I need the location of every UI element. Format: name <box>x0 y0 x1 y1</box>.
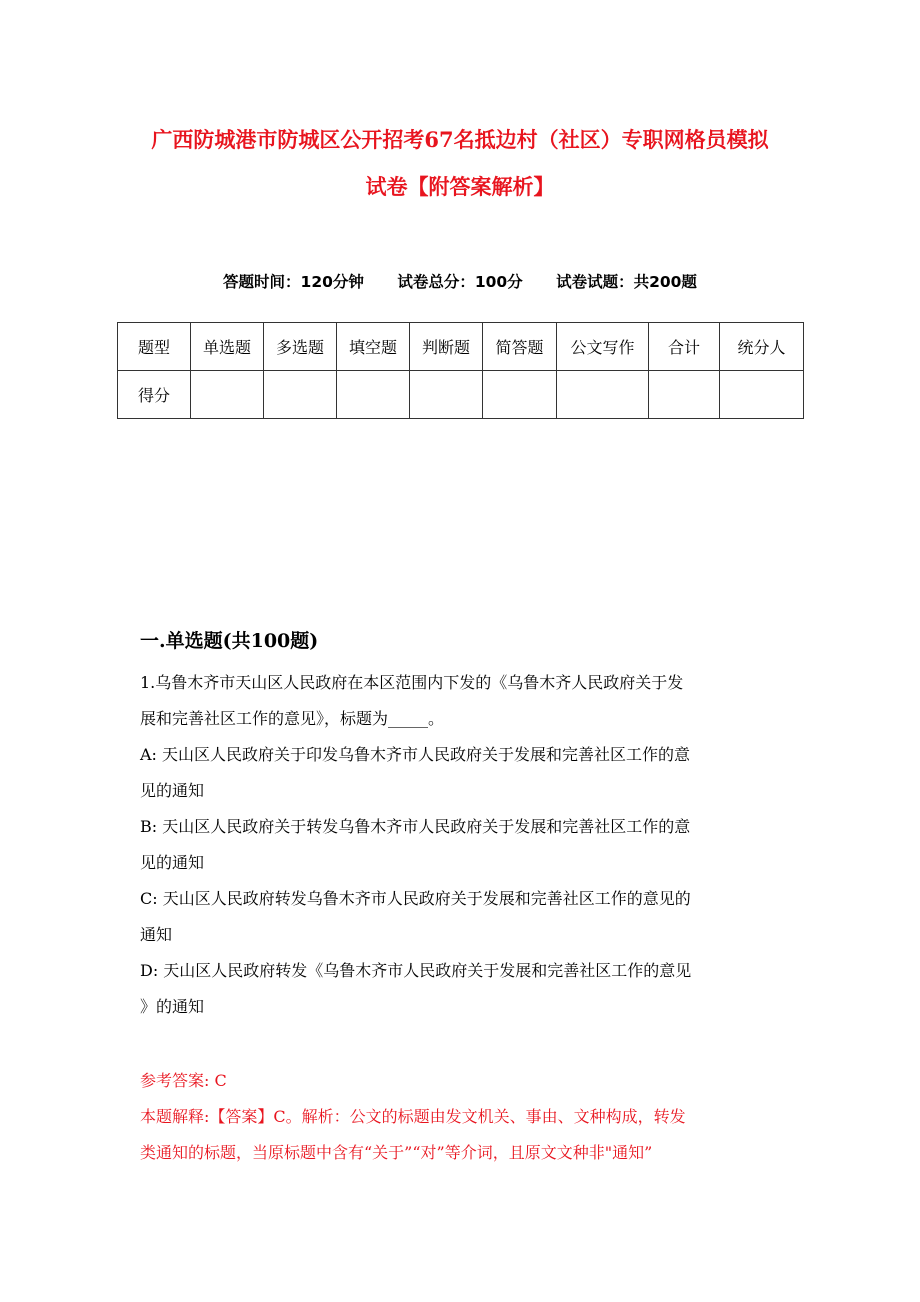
question-stem: 1.乌鲁木齐市天山区人民政府在本区范围内下发的《乌鲁木齐人民政府关于发 <box>140 673 684 692</box>
option-b: B: 天山区人民政府关于转发乌鲁木齐市人民政府关于发展和完善社区工作的意 <box>140 817 691 836</box>
option-d: D: 天山区人民政府转发《乌鲁木齐市人民政府关于发展和完善社区工作的意见 <box>140 961 692 980</box>
score-cell <box>191 371 264 419</box>
exam-count: 试卷试题：共200题 <box>556 273 697 291</box>
row-label: 得分 <box>118 371 191 419</box>
option-a: 见的通知 <box>140 781 205 800</box>
option-c: C: 天山区人民政府转发乌鲁木齐市人民政府关于发展和完善社区工作的意见的 <box>140 889 691 908</box>
reference-answer: 参考答案: C <box>140 1071 227 1090</box>
explanation: 本题解释:【答案】C。解析：公文的标题由发文机关、事由、文种构成，转发 <box>140 1107 686 1126</box>
option-b: 见的通知 <box>140 853 205 872</box>
table-row <box>118 371 804 419</box>
section-heading: 一.单选题(共100题) <box>140 630 319 652</box>
table-header: 合计 <box>649 323 720 371</box>
score-cell <box>410 371 483 419</box>
exam-time: 答题时间：120分钟 <box>223 273 364 291</box>
doc-title-line1: 广西防城港市防城区公开招考67名抵边村（社区）专职网格员模拟 <box>151 127 769 152</box>
table-header: 公文写作 <box>557 323 649 371</box>
score-cell <box>557 371 649 419</box>
score-cell <box>337 371 410 419</box>
table-header: 简答题 <box>483 323 557 371</box>
table-header: 填空题 <box>337 323 410 371</box>
score-cell <box>264 371 337 419</box>
score-table <box>117 322 804 419</box>
exam-meta <box>0 270 920 292</box>
table-header: 单选题 <box>191 323 264 371</box>
score-cell <box>720 371 804 419</box>
table-header: 统分人 <box>720 323 804 371</box>
table-header-row <box>118 323 804 371</box>
option-d: 》的通知 <box>140 997 205 1016</box>
score-cell <box>649 371 720 419</box>
option-a: A: 天山区人民政府关于印发乌鲁木齐市人民政府关于发展和完善社区工作的意 <box>140 745 691 764</box>
table-header: 判断题 <box>410 323 483 371</box>
explanation: 类通知的标题，当原标题中含有“关于”“对”等介词，且原文文种非"通知” <box>140 1143 653 1162</box>
question-stem: 展和完善社区工作的意见》，标题为_____。 <box>140 709 445 728</box>
doc-title-line2: 试卷【附答案解析】 <box>365 174 555 199</box>
option-c: 通知 <box>140 925 173 944</box>
exam-total: 试卷总分：100分 <box>397 273 523 291</box>
score-cell <box>483 371 557 419</box>
table-header: 题型 <box>118 323 191 371</box>
table-header: 多选题 <box>264 323 337 371</box>
